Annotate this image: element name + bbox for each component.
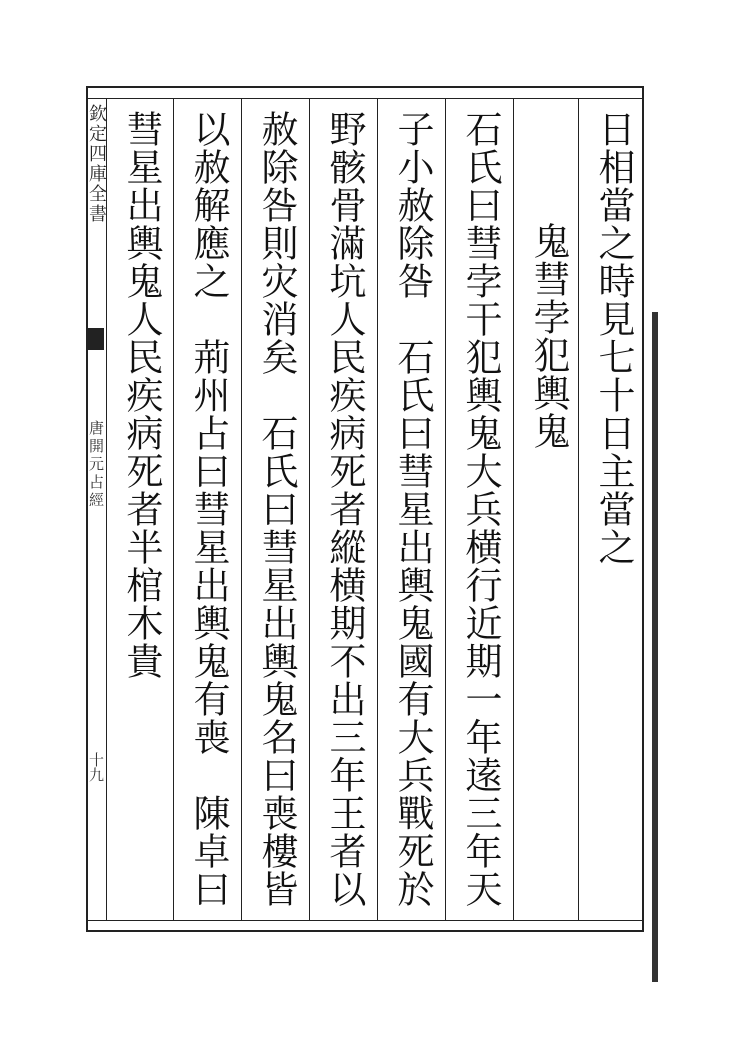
- column-divider: [241, 98, 242, 920]
- margin-folio-number: 十九: [87, 752, 105, 782]
- top-rule: [86, 98, 644, 99]
- margin-chapter-title: 唐開元占經: [87, 420, 105, 510]
- text-column-3: 石氏曰彗孛干犯輿鬼大兵横行近期一年逺三年天: [459, 110, 502, 908]
- text-column-2: 鬼彗孛犯輿鬼: [527, 222, 570, 450]
- text-column-5: 野骸骨滿坑人民疾病死者縱横期不出三年王者以: [323, 110, 366, 908]
- column-divider: [513, 98, 514, 920]
- column-divider: [309, 98, 310, 920]
- margin-book-title: 欽定四庫全書: [86, 104, 107, 224]
- text-column-8: 彗星出輿鬼人民疾病死者半棺木貴: [120, 110, 163, 680]
- text-column-1: 日相當之時見七十日主當之: [592, 110, 635, 566]
- text-column-7: 以赦解應之 荊州占曰彗星出輿鬼有喪 陳卓曰: [187, 110, 230, 908]
- right-edge-rule: [652, 312, 658, 982]
- column-divider: [377, 98, 378, 920]
- text-column-4: 子小赦除咎 石氏曰彗星出輿鬼國有大兵戰死於: [391, 110, 434, 908]
- fishtail-mark: [88, 328, 104, 350]
- text-column-6: 赦除咎則灾消矣 石氏曰彗星出輿鬼名曰喪樓皆: [255, 110, 298, 908]
- column-divider: [445, 98, 446, 920]
- column-divider: [173, 98, 174, 920]
